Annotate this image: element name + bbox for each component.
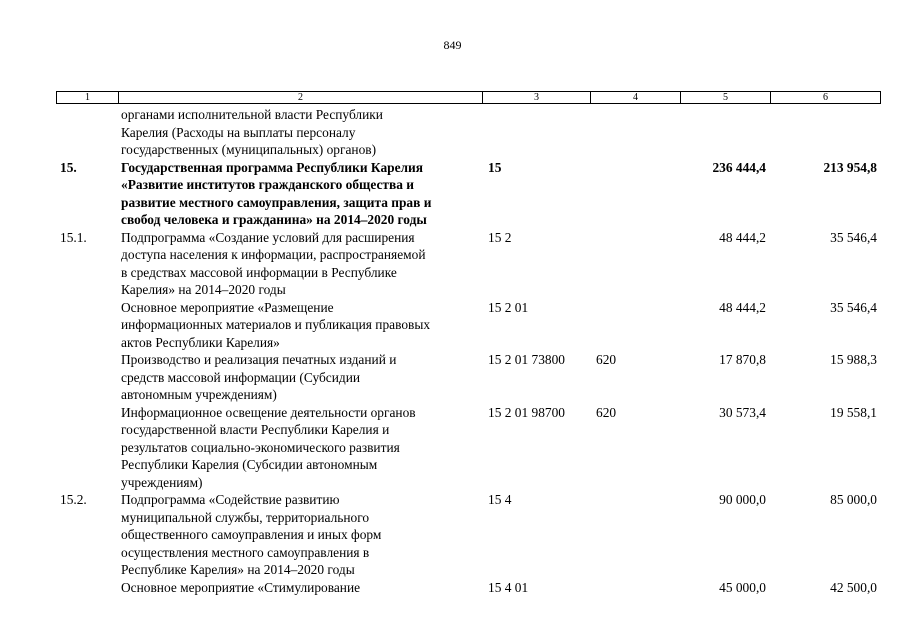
row-value-col6: 85 000,0: [830, 492, 877, 507]
row-name-line: результатов социально-экономического развития: [121, 439, 400, 455]
row-name-line: автономным учреждениям): [121, 387, 277, 402]
row-value-col5: 17 870,8: [719, 352, 766, 367]
row-number: 15.: [60, 159, 77, 175]
row-name-line: Карелия» на 2014–2020 годы: [121, 282, 286, 297]
row-name-line: Республики Карелия (Субсидии автономным: [121, 457, 378, 472]
row-name-line: Государственная программа Республики Карелия: [121, 159, 424, 175]
table-row: [56, 106, 880, 159]
row-value-col6: [770, 106, 880, 159]
row-code: 15 4 01: [488, 579, 529, 595]
row-name-line: в средствах массовой информации в Республике: [121, 264, 397, 280]
budget-table-body: [56, 106, 880, 596]
table-row: [56, 351, 880, 404]
row-value-col5: 236 444,4: [712, 159, 766, 175]
row-number: [56, 351, 118, 404]
row-expense-type: 620: [596, 404, 617, 420]
row-expense-type: [590, 491, 680, 579]
row-name: [118, 579, 482, 597]
row-name: [118, 106, 482, 159]
row-value-col6: 35 546,4: [830, 299, 877, 315]
row-value-col5: 30 573,4: [719, 404, 766, 420]
row-value-col5: [680, 106, 770, 159]
row-number: 15.1.: [60, 229, 87, 245]
row-value-col5: 45 000,0: [719, 579, 766, 595]
row-name-line: осуществления местного самоуправления в: [121, 544, 370, 560]
row-name-line: учреждениям): [121, 474, 203, 490]
row-name-line: средств массовой информации (Субсидии: [121, 369, 361, 385]
row-name-line: информационных материалов и публикация правовых: [121, 317, 431, 332]
row-code: 15 2 01 73800: [488, 352, 565, 367]
row-name-line: Подпрограмма «Содействие развитию: [121, 492, 340, 507]
row-name-line: государственной власти Республики Карелия и: [121, 422, 390, 437]
row-code: 15 2 01 98700: [488, 404, 565, 420]
row-expense-type: 620: [596, 352, 617, 367]
row-name: [118, 404, 482, 492]
table-row: [56, 579, 880, 597]
row-code: [482, 106, 590, 159]
row-value-col5: 48 444,2: [719, 299, 766, 315]
row-number: 15.2.: [60, 492, 87, 507]
column-header-4: 4: [591, 92, 681, 104]
row-name-line: Основное мероприятие «Размещение: [121, 299, 334, 315]
table-row: [56, 299, 880, 352]
row-name-line: Республике Карелия» на 2014–2020 годы: [121, 562, 355, 577]
row-name-line: развитие местного самоуправления, защита прав и: [121, 194, 432, 210]
row-expense-type: [590, 579, 680, 597]
row-code: 15 4: [488, 492, 512, 507]
row-name-line: свобод человека и гражданина» на 2014–2020 годы: [121, 212, 427, 227]
row-expense-type: [590, 229, 680, 299]
row-name-line: актов Республики Карелия»: [121, 334, 280, 350]
row-code: 15 2: [488, 229, 512, 245]
table-row: [56, 404, 880, 492]
row-name-line: Производство и реализация печатных изданий и: [121, 352, 397, 367]
row-number: [56, 106, 118, 159]
row-name-line: муниципальной службы, территориального: [121, 509, 370, 525]
row-name: [118, 491, 482, 579]
row-expense-type: [590, 299, 680, 352]
row-number: [56, 579, 118, 597]
row-code: 15 2 01: [488, 299, 529, 315]
column-header-6: 6: [771, 92, 881, 104]
table-row: [56, 491, 880, 579]
row-number: [56, 404, 118, 492]
row-name-line: Карелия (Расходы на выплаты персоналу: [121, 124, 356, 140]
table-row: [56, 229, 880, 299]
row-name: [118, 299, 482, 352]
row-name-line: Подпрограмма «Создание условий для расширения: [121, 229, 415, 245]
row-name: [118, 159, 482, 229]
column-header-2: 2: [119, 92, 483, 104]
page-number: 849: [443, 38, 462, 52]
row-expense-type: [590, 106, 680, 159]
row-value-col6: 15 988,3: [830, 352, 877, 367]
row-name: [118, 229, 482, 299]
row-value-col6: 213 954,8: [823, 159, 877, 175]
row-value-col6: 42 500,0: [830, 579, 877, 595]
row-code: 15: [488, 159, 502, 175]
row-value-col5: 90 000,0: [719, 492, 766, 507]
table-row: [56, 159, 880, 229]
row-name-line: общественного самоуправления и иных форм: [121, 527, 382, 542]
column-header-1: 1: [57, 92, 119, 104]
row-value-col6: 35 546,4: [830, 229, 877, 245]
row-name-line: «Развитие институтов гражданского общества и: [121, 177, 414, 192]
column-header-5: 5: [681, 92, 771, 104]
column-header-row: [56, 91, 881, 104]
row-value-col5: 48 444,2: [719, 229, 766, 245]
row-name-line: доступа населения к информации, распространяемой: [121, 247, 426, 262]
row-name-line: Основное мероприятие «Стимулирование: [121, 579, 361, 595]
row-name-line: государственных (муниципальных) органов): [121, 142, 377, 157]
row-name: [118, 351, 482, 404]
row-expense-type: [590, 159, 680, 229]
row-name-line: Информационное освещение деятельности органов: [121, 404, 416, 420]
column-header-3: 3: [483, 92, 591, 104]
row-number: [56, 299, 118, 352]
row-name-line: органами исполнительной власти Республики: [121, 107, 383, 122]
row-value-col6: 19 558,1: [830, 404, 877, 420]
